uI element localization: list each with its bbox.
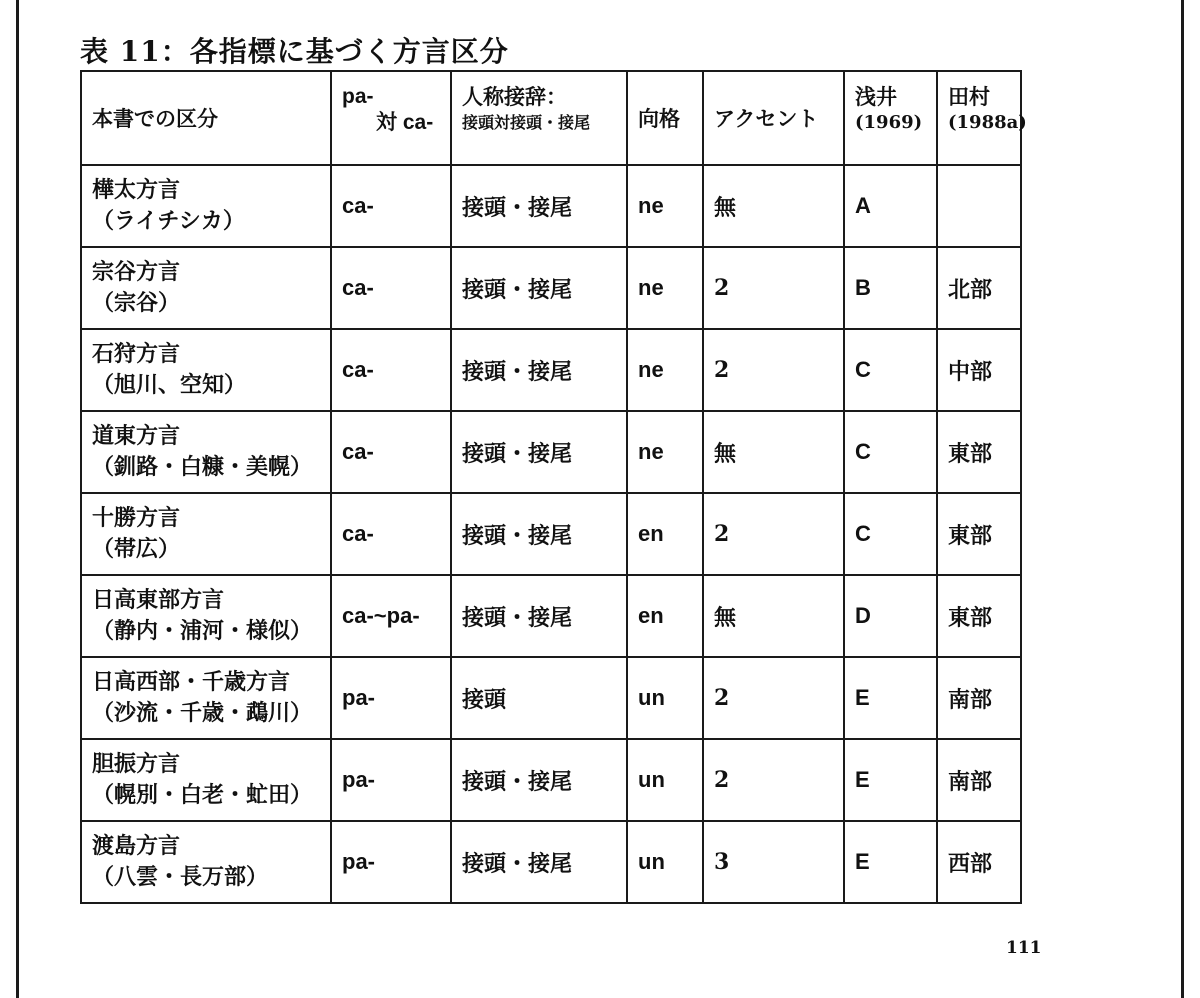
table-row <box>81 821 1021 903</box>
case-cell: en <box>627 493 703 575</box>
tamura-cell <box>937 165 1021 247</box>
person-affix-cell: 接頭・接尾 <box>451 575 627 657</box>
asai-cell: C <box>844 329 937 411</box>
accent-cell: 3 <box>703 821 844 903</box>
region-name: 樺太方言 <box>92 177 181 203</box>
person-affix-cell: 接頭・接尾 <box>451 493 627 575</box>
asai-cell: E <box>844 739 937 821</box>
accent-cell: 無 <box>703 165 844 247</box>
page-edge-right-rule <box>1181 0 1184 998</box>
pa-ca-cell: ca- <box>331 493 451 575</box>
region-name: 石狩方言 <box>92 341 181 367</box>
tamura-cell: 西部 <box>937 821 1021 903</box>
header-asai: 浅井 (1969) <box>844 71 937 165</box>
case-cell: un <box>627 821 703 903</box>
case-cell: ne <box>627 165 703 247</box>
header-case: 向格 <box>627 71 703 165</box>
region-locations: （釧路・白糠・美幌） <box>92 454 313 480</box>
table-row <box>81 165 1021 247</box>
case-cell: ne <box>627 247 703 329</box>
header-accent: アクセント <box>703 71 844 165</box>
region-name: 渡島方言 <box>92 833 181 859</box>
pa-ca-cell: ca- <box>331 165 451 247</box>
region-cell <box>81 411 331 493</box>
accent-cell: 2 <box>703 329 844 411</box>
tamura-cell: 北部 <box>937 247 1021 329</box>
region-locations: （幌別・白老・虻田） <box>92 782 313 808</box>
table-row <box>81 493 1021 575</box>
region-cell <box>81 575 331 657</box>
region-cell <box>81 739 331 821</box>
tamura-cell: 東部 <box>937 575 1021 657</box>
region-name: 十勝方言 <box>92 505 181 531</box>
tamura-cell: 南部 <box>937 739 1021 821</box>
region-cell <box>81 165 331 247</box>
pa-ca-cell: ca-~pa- <box>331 575 451 657</box>
region-locations: （ライチシカ） <box>92 208 245 234</box>
person-affix-cell: 接頭・接尾 <box>451 329 627 411</box>
region-cell <box>81 821 331 903</box>
table-caption: 表 11：各指標に基づく方言区分 <box>80 35 509 68</box>
table-row <box>81 329 1021 411</box>
asai-cell: B <box>844 247 937 329</box>
case-cell: ne <box>627 329 703 411</box>
tamura-cell: 南部 <box>937 657 1021 739</box>
person-affix-cell: 接頭・接尾 <box>451 739 627 821</box>
region-cell <box>81 657 331 739</box>
pa-ca-cell: ca- <box>331 247 451 329</box>
case-cell: un <box>627 739 703 821</box>
region-locations: （旭川、空知） <box>92 372 247 398</box>
region-locations: （帯広） <box>92 536 181 562</box>
asai-cell: C <box>844 411 937 493</box>
pa-ca-cell: pa- <box>331 657 451 739</box>
asai-cell: E <box>844 657 937 739</box>
region-locations: （八雲・長万部） <box>92 864 269 890</box>
dialect-table <box>80 70 1027 904</box>
accent-cell: 2 <box>703 657 844 739</box>
person-affix-cell: 接頭・接尾 <box>451 247 627 329</box>
pa-ca-cell: pa- <box>331 821 451 903</box>
header-person-affix: 人称接辞： 接頭対接頭・接尾 <box>451 71 627 165</box>
page-number: 111 <box>1006 938 1042 958</box>
table-row <box>81 657 1021 739</box>
case-cell: en <box>627 575 703 657</box>
region-locations: （静内・浦河・様似） <box>92 618 313 644</box>
region-name: 宗谷方言 <box>92 259 181 285</box>
asai-cell: D <box>844 575 937 657</box>
region-cell <box>81 247 331 329</box>
accent-cell: 2 <box>703 493 844 575</box>
table-row <box>81 575 1021 657</box>
page-edge-left-rule <box>16 0 19 998</box>
region-name: 胆振方言 <box>92 751 181 777</box>
table-row <box>81 247 1021 329</box>
region-name: 日高東部方言 <box>92 587 225 613</box>
region-locations: （宗谷） <box>92 290 181 316</box>
pa-ca-cell: ca- <box>331 411 451 493</box>
table-row <box>81 739 1021 821</box>
tamura-cell: 東部 <box>937 411 1021 493</box>
header-region: 本書での区分 <box>81 71 331 165</box>
accent-cell: 無 <box>703 575 844 657</box>
header-pa-ca: pa- 対 ca- <box>331 71 451 165</box>
person-affix-cell: 接頭 <box>451 657 627 739</box>
person-affix-cell: 接頭・接尾 <box>451 411 627 493</box>
region-locations: （沙流・千歳・鵡川） <box>92 700 313 726</box>
accent-cell: 2 <box>703 247 844 329</box>
case-cell: un <box>627 657 703 739</box>
asai-cell: E <box>844 821 937 903</box>
tamura-cell: 東部 <box>937 493 1021 575</box>
person-affix-cell: 接頭・接尾 <box>451 165 627 247</box>
pa-ca-cell: ca- <box>331 329 451 411</box>
asai-cell: A <box>844 165 937 247</box>
region-name: 道東方言 <box>92 423 181 449</box>
region-cell <box>81 493 331 575</box>
accent-cell: 無 <box>703 411 844 493</box>
region-cell <box>81 329 331 411</box>
header-tamura: 田村 (1988a) <box>937 71 1021 165</box>
table-row <box>81 411 1021 493</box>
header-row <box>81 71 1021 165</box>
asai-cell: C <box>844 493 937 575</box>
case-cell: ne <box>627 411 703 493</box>
person-affix-cell: 接頭・接尾 <box>451 821 627 903</box>
region-name: 日高西部・千歳方言 <box>92 669 291 695</box>
pa-ca-cell: pa- <box>331 739 451 821</box>
accent-cell: 2 <box>703 739 844 821</box>
tamura-cell: 中部 <box>937 329 1021 411</box>
